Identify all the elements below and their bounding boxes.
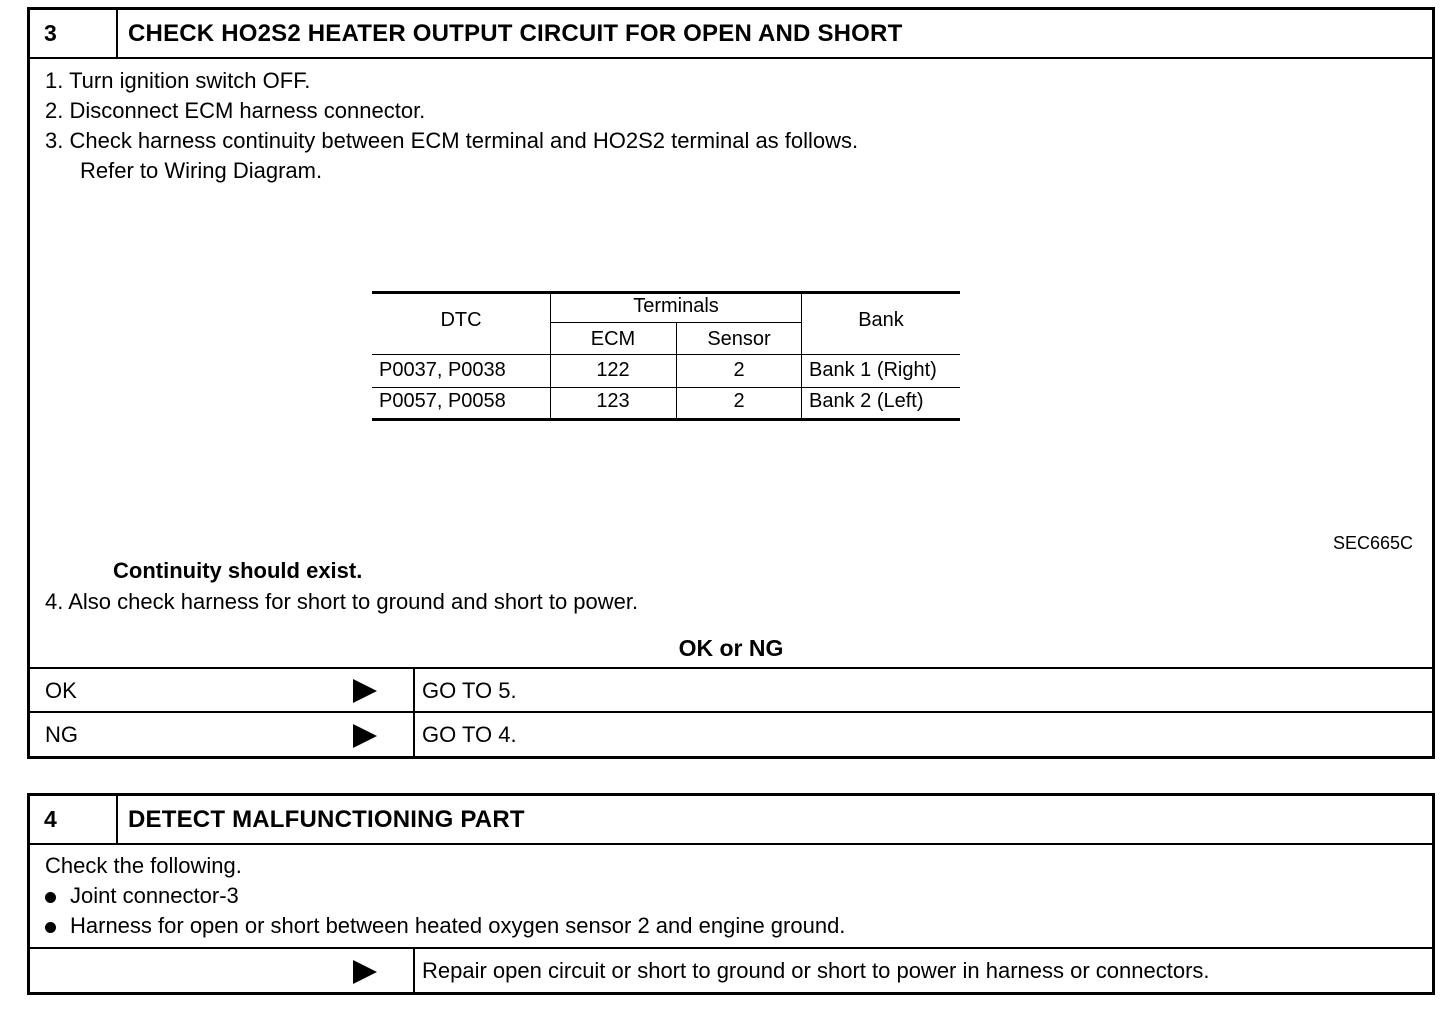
step-3-header [30, 10, 1432, 59]
result-row-ok[interactable] [30, 667, 1432, 713]
bullet-text: Joint connector-3 [70, 883, 239, 908]
step-3-title: CHECK HO2S2 HEATER OUTPUT CIRCUIT FOR OPEN AND SHORT [128, 20, 903, 47]
terminal-continuity-table [372, 291, 960, 421]
row-2-bank: Bank 2 (Left) [809, 390, 924, 412]
bullet-text: Harness for open or short between heated oxygen sensor 2 and engine ground. [70, 913, 846, 938]
step-3-box [27, 7, 1435, 759]
row-1-ecm: 122 [596, 359, 630, 381]
header-bank: Bank [858, 309, 904, 331]
bullet-item [45, 883, 239, 909]
step-4-title: DETECT MALFUNCTIONING PART [128, 806, 525, 833]
result-label-ok: OK [45, 678, 77, 703]
row-1-dtc: P0037, P0038 [379, 359, 506, 381]
result-action-ok[interactable]: GO TO 5. [422, 678, 517, 703]
continuity-note: Continuity should exist. [113, 558, 363, 583]
decision-label: OK or NG [678, 635, 784, 661]
result-action-repair[interactable]: Repair open circuit or short to ground or short to power in harness or connectors. [422, 958, 1210, 983]
step-4-intro: Check the following. [45, 853, 242, 878]
instruction-4: 4. Also check harness for short to ground and short to power. [45, 589, 639, 614]
result-action-ng[interactable]: GO TO 4. [422, 722, 517, 747]
result-row-ng[interactable] [30, 711, 1432, 758]
figure-code: SEC665C [1333, 533, 1414, 553]
header-ecm: ECM [590, 328, 636, 350]
right-arrow-icon [353, 960, 377, 984]
step-4-box [27, 793, 1435, 995]
right-arrow-icon [353, 679, 377, 703]
row-2-ecm: 123 [596, 390, 630, 412]
instruction-2: 2. Disconnect ECM harness connector. [45, 98, 426, 123]
row-1-bank: Bank 1 (Right) [809, 359, 937, 381]
instruction-3: 3. Check harness continuity between ECM terminal and HO2S2 terminal as follows. [45, 128, 859, 153]
row-2-sensor: 2 [733, 390, 745, 412]
row-2-dtc: P0057, P0058 [379, 390, 506, 412]
bullet-icon [45, 892, 56, 903]
header-sensor: Sensor [707, 328, 771, 350]
bullet-icon [45, 922, 56, 933]
header-dtc: DTC [440, 309, 482, 331]
result-row-repair[interactable] [30, 947, 1432, 994]
step-3-number: 3 [30, 10, 118, 57]
row-1-sensor: 2 [733, 359, 745, 381]
instruction-3-reference: Refer to Wiring Diagram. [80, 158, 323, 183]
right-arrow-icon [353, 724, 377, 748]
step-4-header [30, 796, 1432, 845]
step-4-number: 4 [30, 796, 118, 843]
instruction-1: 1. Turn ignition switch OFF. [45, 68, 311, 93]
bullet-item [45, 913, 845, 939]
result-label-ng: NG [45, 722, 78, 747]
header-terminals: Terminals [633, 295, 719, 317]
